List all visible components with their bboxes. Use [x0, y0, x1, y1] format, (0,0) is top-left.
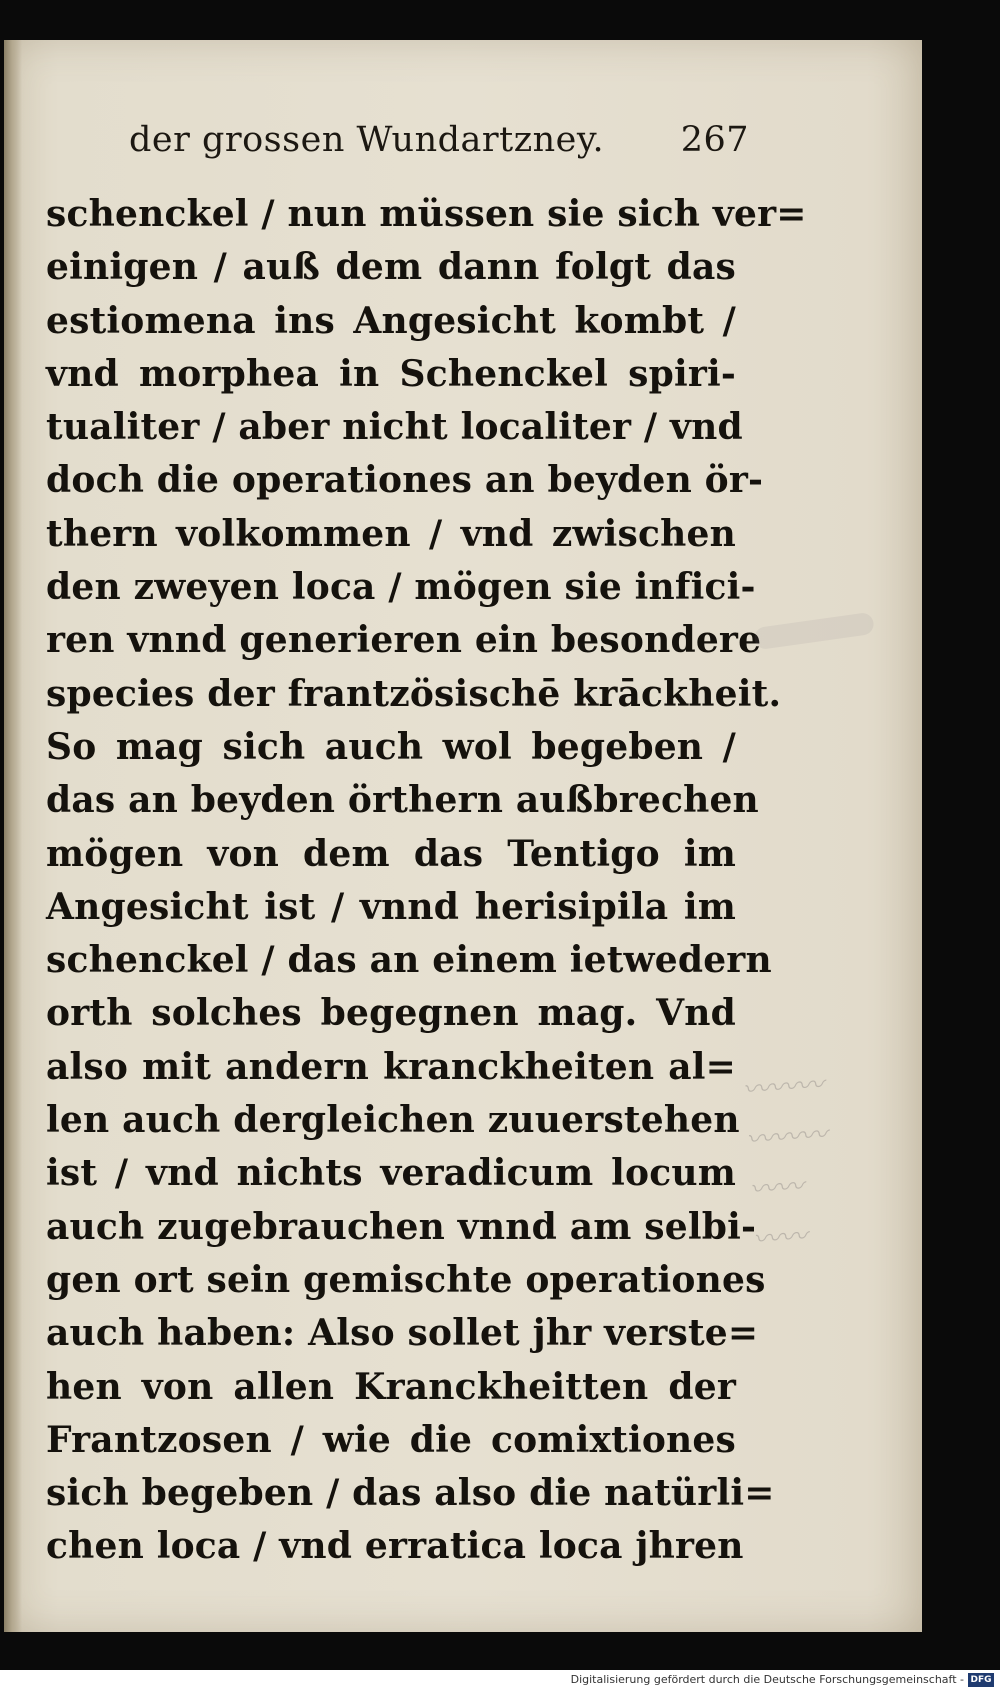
text-line: den zweyen loca / mögen sie infici- — [46, 566, 756, 609]
text-line: So mag sich auch wol begeben / — [46, 725, 736, 768]
scanned-page — [4, 40, 922, 1632]
body-text — [46, 188, 807, 1574]
running-head: der grossen Wundartzney. — [129, 120, 605, 160]
text-line: einigen / auß dem dann folgt das — [46, 246, 736, 289]
text-line: sich begeben / das also die natürli= — [46, 1472, 775, 1515]
text-line: Angesicht ist / vnnd herisipila im — [46, 885, 736, 928]
text-line: species der frantzösischē krāckheit. — [46, 672, 782, 715]
page-header — [129, 120, 749, 180]
text-line: estiomena ins Angesicht kombt / — [46, 299, 736, 342]
marginalia-stroke: 〰〰 — [748, 1171, 805, 1206]
marginalia-stroke: 〰〰〰 — [744, 1119, 828, 1157]
marginalia-stroke: 〰〰 — [751, 1221, 808, 1256]
text-line: ist / vnd nichts veradicum locum — [46, 1152, 736, 1195]
text-line: das an beyden örthern außbrechen — [46, 779, 759, 822]
footer-strip — [0, 1670, 1000, 1691]
text-line: schenckel / nun müssen sie sich ver= — [46, 193, 807, 235]
page-number: 267 — [680, 120, 749, 160]
marginalia-stroke: 〰〰〰 — [741, 1069, 825, 1107]
text-line: tualiter / aber nicht localiter / vnd — [46, 406, 743, 449]
text-line: vnd morphea in Schenckel spiri- — [46, 352, 736, 395]
ink-smudge — [753, 612, 875, 650]
text-line: mögen von dem das Tentigo im — [46, 832, 736, 875]
text-line: hen von allen Kranckheitten der — [46, 1365, 736, 1408]
text-line: auch zugebrauchen vnnd am selbi- — [46, 1205, 757, 1248]
text-line: gen ort sein gemischte operationes — [46, 1258, 766, 1301]
funding-credit: Digitalisierung gefördert durch die Deutsche Forschungsgemeinschaft - — [570, 1673, 964, 1686]
text-line: len auch dergleichen zuuerstehen — [46, 1099, 740, 1142]
dfg-logo: DFG — [968, 1673, 994, 1687]
text-line: ren vnnd generieren ein besondere — [46, 619, 762, 662]
text-line: doch die operationes an beyden ör- — [46, 459, 764, 502]
binding-edge — [4, 40, 22, 1632]
text-line: orth solches begegnen mag. Vnd — [46, 992, 736, 1035]
text-line: chen loca / vnd erratica loca jhren — [46, 1525, 744, 1568]
text-line: thern volkommen / vnd zwischen — [46, 512, 736, 555]
handwritten-marginalia — [741, 1054, 927, 1305]
text-line: auch haben: Also sollet jhr verste= — [46, 1312, 759, 1355]
text-line: also mit andern kranckheiten al= — [46, 1045, 736, 1088]
text-line: Frantzosen / wie die comixtiones — [46, 1418, 736, 1461]
text-line: schenckel / das an einem ietwedern — [46, 939, 772, 982]
